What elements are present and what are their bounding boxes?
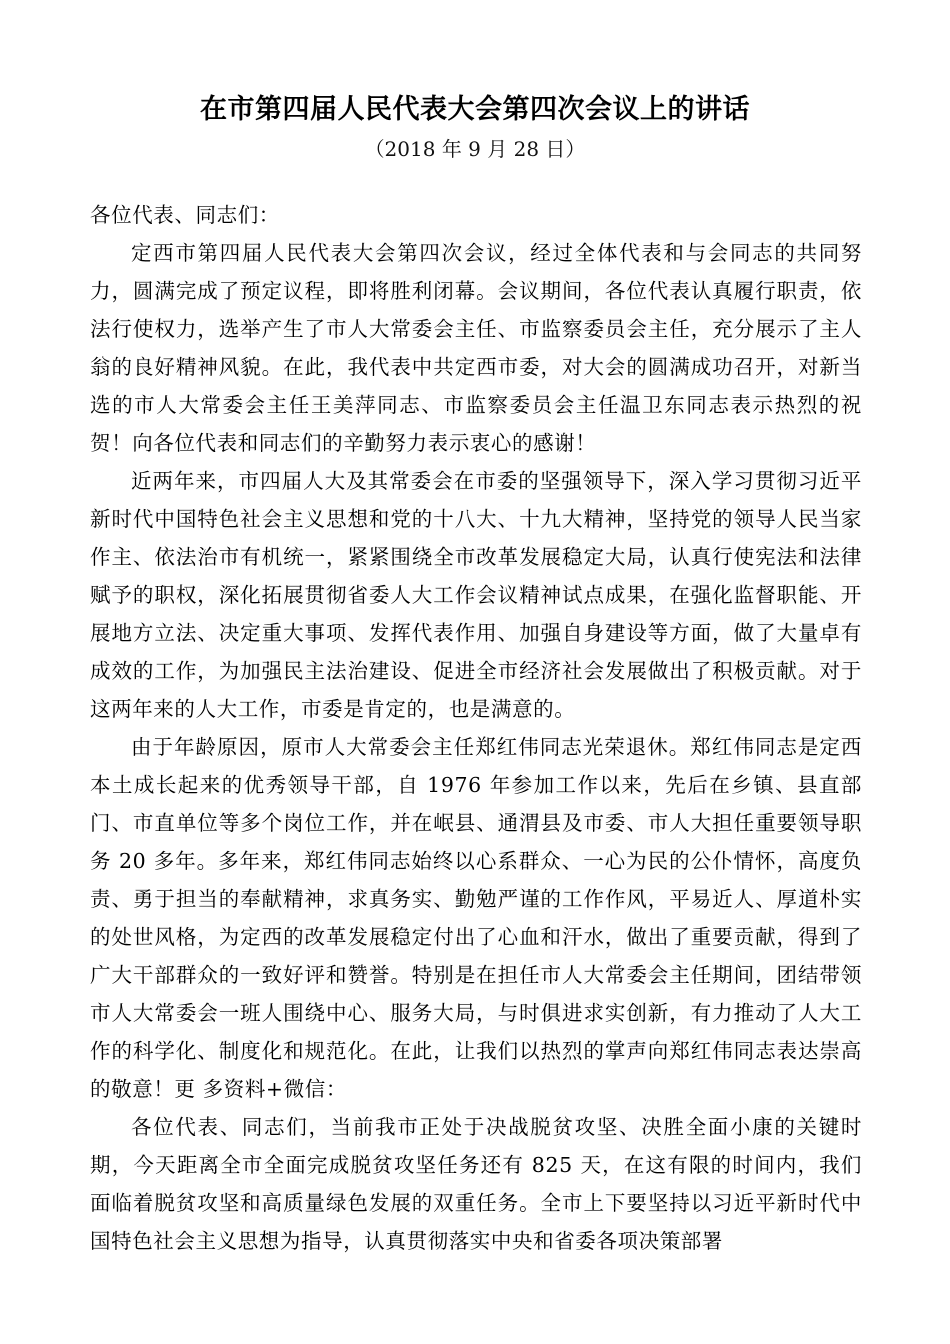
salutation: 各位代表、同志们： — [90, 203, 280, 227]
body-paragraph: 定西市第四届人民代表大会第四次会议，经过全体代表和与会同志的共同努力，圆满完成了预定议程，即将胜利闭幕。会议期间，各位代表认真履行职责，依法行使权力，选举产生了市人大常委会主任、市监察委员会主任，充分展示了主人翁的良好精神风貌。在此，我代表中共定西市委，对大会的圆满成功召开，对新当选的市人大常委会主任王美萍同志、市监察委员会主任温卫东同志表示热烈的祝贺！向各位代表和同志们的辛勤努力表示衷心的感谢！ — [90, 241, 862, 455]
body-paragraph: 由于年龄原因，原市人大常委会主任郑红伟同志光荣退休。郑红伟同志是定西本土成长起来的优秀领导干部，自 1976 年参加工作以来，先后在乡镇、县直部门、市直单位等多个岗位工作，并在岷县、通渭县及市委、市人大担任重要领导职务 20 多年。多年来，郑红伟同志始终以心系群众、一心为民的公仆情怀，高度负责、勇于担当的奉献精神，求真务实、勤勉严谨的工作作风，平易近人、厚道朴实的处世风格，为定西的改革发展稳定付出了心血和汗水，做出了重要贡献，得到了广大干部群众的一致好评和赞誉。特别是在担任市人大常委会主任期间，团结带领市人大常委会一班人围绕中心、服务大局，与时俱进求实创新，有力推动了人大工作的科学化、制度化和规范化。在此，让我们以热烈的掌声向郑红伟同志表达崇高的敬意！更 多资料+微信： — [90, 735, 862, 1101]
page-title: 在市第四届人民代表大会第四次会议上的讲话 — [200, 94, 750, 125]
body-paragraph: 近两年来，市四届人大及其常委会在市委的坚强领导下，深入学习贯彻习近平新时代中国特色社会主义思想和党的十八大、十九大精神，坚持党的领导人民当家作主、依法治市有机统一，紧紧围绕全市改革发展稳定大局，认真行使宪法和法律赋予的职权，深化拓展贯彻省委人大工作会议精神试点成果，在强化监督职能、开展地方立法、决定重大事项、发挥代表作用、加强自身建设等方面，做了大量卓有成效的工作，为加强民主法治建设、促进全市经济社会发展做出了积极贡献。对于这两年来的人大工作，市委是肯定的，也是满意的。 — [90, 469, 862, 721]
document-body — [90, 196, 862, 1260]
document-date: （2018 年 9 月 28 日） — [364, 137, 586, 161]
body-paragraph: 各位代表、同志们，当前我市正处于决战脱贫攻坚、决胜全面小康的关键时期，今天距离全市全面完成脱贫攻坚任务还有 825 天，在这有限的时间内，我们面临着脱贫攻坚和高质量绿色发展的双重任务。全市上下要坚持以习近平新时代中国特色社会主义思想为指导，认真贯彻落实中央和省委各项决策部署 — [90, 1115, 862, 1253]
